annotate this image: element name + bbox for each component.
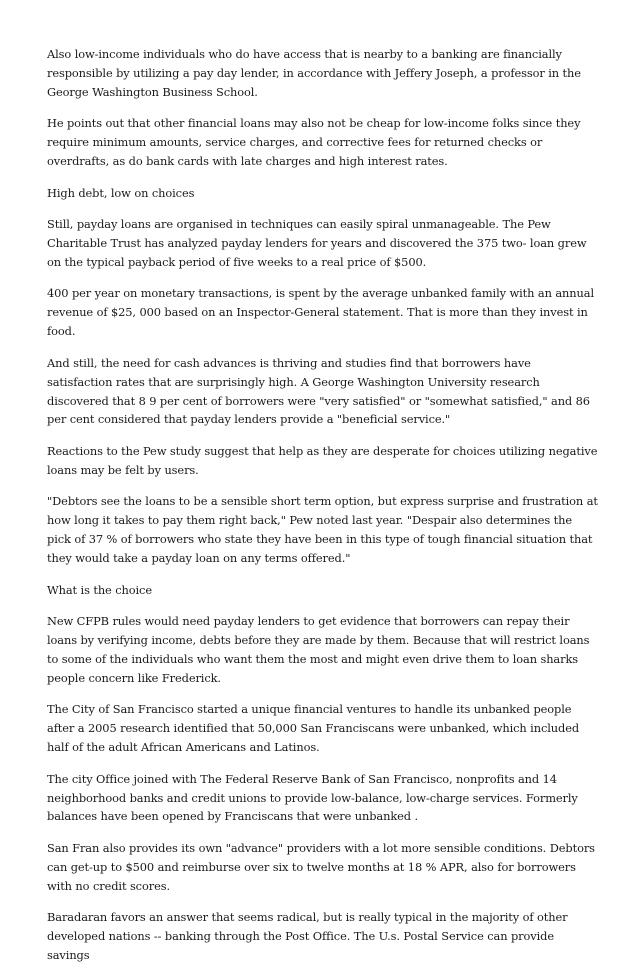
document-body (47, 45, 599, 978)
paragraph: Reactions to the Pew study suggest that help as they are desperate for choices utilizing negative loans may be felt by users. (47, 443, 598, 477)
paragraph: And still, the need for cash advances is thriving and studies find that borrowers have satisfaction rates that are surprisingly high. A George Washington University research discovered that 8 9 per cent of borrowers were "very satisfied" or "somewhat satisfied," and 86 per cent considered that payday lenders provide a "beneficial service." (47, 355, 590, 427)
paragraph: The city Office joined with The Federal Reserve Bank of San Francisco, nonprofits and 14 neighborhood banks and credit unions to provide low-balance, low-charge services. Formerly balances have been opened by Franciscans that were unbanked . (47, 771, 578, 824)
paragraph: Also low-income individuals who do have access that is nearby to a banking are financially responsible by utilizing a pay day lender, in accordance with Jeffery Joseph, a professor in the George Washington Business School. (47, 47, 581, 99)
paragraph: Baradaran favors an answer that seems radical, but is really typical in the majority of other developed nations -- banking through the Post Office. The U.s. Postal Service can provide savings (47, 910, 568, 963)
paragraph: "Debtors see the loans to be a sensible short term option, but express surprise and frustration at how long it takes to pay them right back," Pew noted last year. "Despair also determines the pick of 37 % of borrowers who state they have been in this type of tough financial situation that they would take a payday loan on any terms offered." (47, 494, 598, 566)
paragraph: San Fran also provides its own "advance" providers with a lot more sensible conditions. Debtors can get-up to $500 and reimburse over six to twelve months at 18 % APR, also for borrowers with no credit scores. (47, 840, 595, 893)
paragraph: The City of San Francisco started a unique financial ventures to handle its unbanked people after a 2005 research identified that 50,000 San Franciscans were unbanked, which included half of the adult African Americans and Latinos. (47, 702, 580, 755)
paragraph: New CFPB rules would need payday lenders to get evidence that borrowers can repay their loans by verifying income, debts before they are made by them. Because that will restrict loans to some of the individuals who want them the most and might even drive them to loan sharks people concern like Frederick. (47, 614, 590, 685)
paragraph: 400 per year on monetary transactions, is spent by the average unbanked family with an annual revenue of $25, 000 based on an Inspector-General statement. That is more than they invest in food. (47, 286, 594, 339)
paragraph: He points out that other financial loans may also not be cheap for low-income folks since they require minimum amounts, service charges, and corrective fees for returned checks or overdrafts, as do bank cards with late charges and high interest rates. (47, 116, 581, 169)
section-heading: What is the choice (47, 582, 152, 597)
section-heading: High debt, low on choices (47, 185, 195, 200)
paragraph: Still, payday loans are organised in techniques can easily spiral unmanageable. The Pew Charitable Trust has analyzed payday lenders for years and discovered the 375 two- loan grew on the typical payback period of five weeks to a real price of $500. (47, 217, 587, 269)
